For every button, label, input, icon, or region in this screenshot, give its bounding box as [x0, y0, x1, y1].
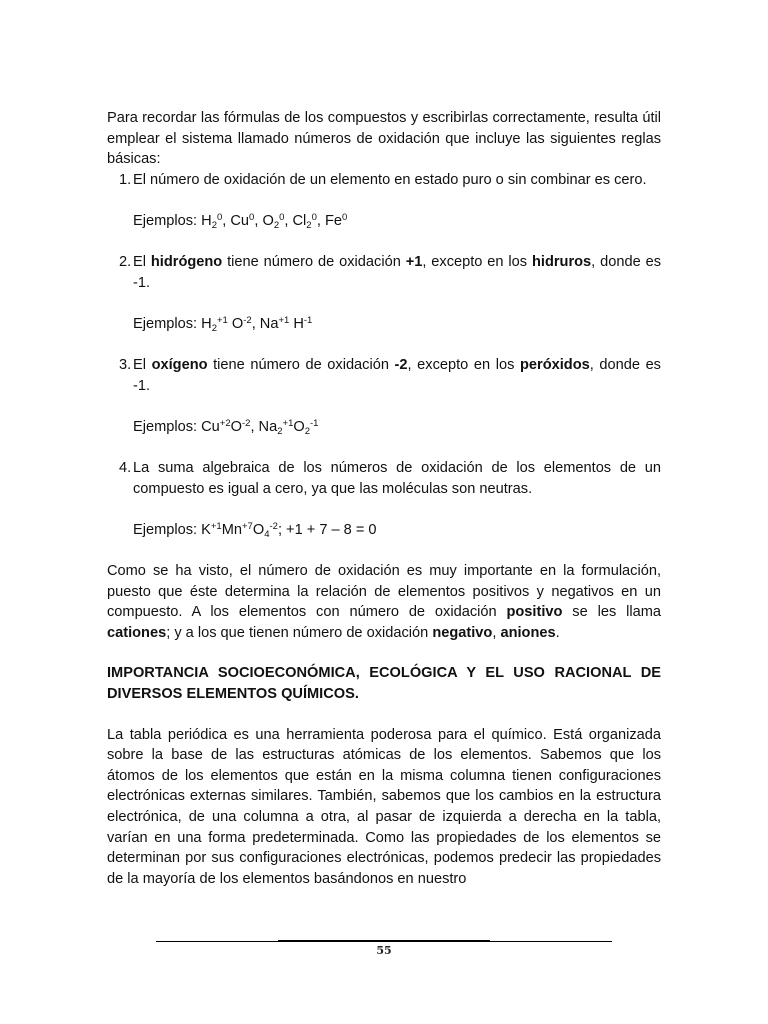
rule-4-example: [107, 520, 661, 541]
body-paragraph: La tabla periódica es una herramienta poderosa para el químico. Está organizada sobre la base de las estructuras atómicas de los elementos. Sabemos que los átomos de los elementos que están en la misma columna tienen configuraciones electrónicas externas similares. También, sabemos que los cambios en la estructura electrónica, de una columna a otra, al pasar de izquierda a derecha en la tabla, varían en una forma predeterminada. Como las propiedades de los elementos se determinan por sus configuraciones electrónicas, podemos predecir las propiedades de la mayoría de los elementos basándonos en nuestro: [107, 726, 661, 887]
example-formula: $H_2^0$, Cu$^0$, $O_2^0$, $Cl_2^0$, Fe$^0$: [201, 211, 348, 231]
rule-number: 1.: [119, 171, 132, 188]
example-formula: $H_2^{+1}$ $O^{-2}$, $Na^{+1}$ $H^{-1}$: [201, 314, 313, 334]
oxidation-rules-list: [107, 170, 661, 561]
rule-text: El número de oxidación de un elemento en estado puro o sin combinar es cero.: [133, 171, 647, 188]
rule-1: [107, 170, 661, 191]
page-number: 55: [376, 944, 392, 957]
rule-2-example: [107, 314, 661, 335]
example-formula: $Cu^{+2}O^{-2}$, $Na_2^{+1}O_2^{-1}$: [201, 417, 319, 437]
rule-number: 2.: [119, 254, 132, 271]
term-oxigeno: oxígeno: [151, 357, 208, 374]
value-minus-two: -2: [394, 357, 408, 374]
term-peroxidos: peróxidos: [519, 357, 590, 374]
rule-3-example: [107, 417, 661, 438]
example-formula: $K^{+1}Mn^{+7}O_4^{-2}$; +1 + 7 – 8 = 0: [201, 520, 377, 540]
term-hidrogeno: hidrógeno: [150, 254, 223, 271]
rule-text: El oxígeno tiene número de oxidación -2, excepto en los peróxidos, donde es -1.: [133, 357, 661, 394]
example-label: Ejemplos:: [133, 418, 198, 435]
section-heading: IMPORTANCIA SOCIOECONÓMICA, ECOLÓGICA Y EL USO RACIONAL DE DIVERSOS ELEMENTOS QUÍMICOS.: [107, 665, 661, 703]
term-cationes: cationes: [107, 624, 167, 641]
rule-4: [107, 458, 661, 499]
example-label: Ejemplos:: [133, 521, 198, 538]
page-content: [107, 108, 661, 889]
example-label: Ejemplos:: [133, 315, 198, 332]
rule-number: 3.: [119, 357, 132, 374]
rule-2: [107, 252, 661, 293]
term-aniones: aniones: [500, 624, 556, 641]
rule-text: La suma algebraica de los números de oxidación de los elementos de un compuesto es igual a cero, ya que las moléculas son neutras.: [133, 460, 661, 497]
term-positivo: positivo: [506, 604, 563, 621]
term-negativo: negativo: [432, 624, 493, 641]
term-hidruros: hidruros: [531, 254, 592, 271]
intro-paragraph: Para recordar las fórmulas de los compuestos y escribirlas correctamente, resulta útil emplear el sistema llamado números de oxidación que incluye las siguientes reglas básicas:: [107, 110, 661, 168]
rule-1-example: [107, 211, 661, 232]
rule-3: [107, 355, 661, 396]
footer-rule-accent: [278, 940, 490, 942]
example-label: Ejemplos:: [133, 212, 198, 229]
rule-number: 4.: [119, 460, 132, 477]
rule-text: El hidrógeno tiene número de oxidación +1, excepto en los hidruros, donde es -1.: [133, 254, 661, 291]
value-plus-one: +1: [405, 254, 423, 271]
summary-paragraph: Como se ha visto, el número de oxidación es muy importante en la formulación, puesto que éste determina la relación de elementos positivos y negativos en un compuesto. A los elementos con número de oxidación positivo se les llama cationes; y a los que tienen número de oxidación negativo, aniones.: [107, 563, 661, 641]
